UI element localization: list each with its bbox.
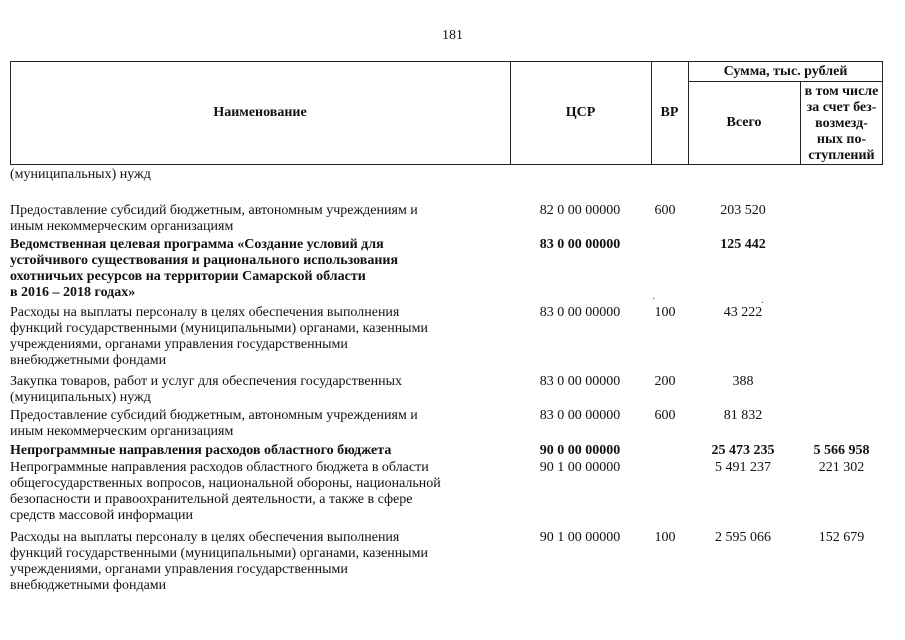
row-name-line: внебюджетными фондами (10, 353, 167, 368)
row-name-line: учреждениями, органами управления государственными (10, 337, 348, 352)
header-top-border (10, 61, 883, 62)
scan-speck: · (761, 298, 765, 309)
header-free (800, 84, 883, 164)
row-name-line: внебюджетными фондами (10, 578, 167, 593)
row-name-line: учреждениями, органами управления государственными (10, 562, 348, 577)
row-vr: 100 (654, 530, 676, 545)
row-total: 388 (732, 374, 754, 389)
row-name-line: функций государственными (муниципальными) органами, казенными (10, 321, 428, 336)
row-free: 152 679 (818, 530, 865, 545)
header-free-line: за счет без- (806, 100, 877, 115)
header-free-line: ных по- (816, 132, 867, 147)
row-name-line: средств массовой информации (10, 508, 194, 523)
row-name (10, 530, 498, 594)
row-vr: 200 (654, 374, 676, 389)
row-name-line: функций государственными (муниципальными) органами, казенными (10, 546, 428, 561)
row-name (10, 443, 498, 459)
row-name (10, 167, 498, 183)
scan-speck: · (652, 294, 656, 305)
header-sum: Сумма, тыс. рублей (723, 64, 848, 79)
row-name-line: (муниципальных) нужд (10, 390, 151, 405)
row-name-line: Расходы на выплаты персоналу в целях обеспечения выполнения (10, 530, 400, 545)
row-total: 5 491 237 (715, 460, 771, 475)
row-name (10, 374, 498, 406)
row-total: 203 520 (720, 203, 766, 218)
row-name-line: Закупка товаров, работ и услуг для обеспечения государственных (10, 374, 403, 389)
row-name-line: безопасности и правоохранительной деятельности, а также в сфере (10, 492, 413, 507)
row-name-line: в 2016 – 2018 годах» (10, 285, 136, 300)
header-bottom-border (10, 164, 883, 165)
row-total: 43 222 (723, 305, 763, 320)
row-vr: 600 (654, 203, 676, 218)
header-free-line: ступлений (808, 148, 875, 163)
row-total: 125 442 (720, 237, 766, 252)
row-csr: 83 0 00 00000 (539, 305, 621, 320)
header-free-line: возмезд- (815, 116, 868, 131)
row-total: 25 473 235 (711, 443, 775, 458)
row-free: 5 566 958 (813, 443, 870, 458)
row-name-line: Расходы на выплаты персоналу в целях обеспечения выполнения (10, 305, 400, 320)
row-csr: 82 0 00 00000 (539, 203, 621, 218)
row-name-line: (муниципальных) нужд (10, 167, 151, 182)
row-name-line: иным некоммерческим организациям (10, 424, 234, 439)
row-csr: 83 0 00 00000 (539, 237, 621, 252)
row-vr: 100 (654, 305, 676, 320)
row-csr: 83 0 00 00000 (539, 374, 621, 389)
row-name-line: Непрограммные направления расходов областного бюджета (10, 443, 392, 458)
row-name-line: охотничьих ресурсов на территории Самарской области (10, 269, 366, 284)
header-name: Наименование (213, 105, 307, 120)
row-csr: 90 0 00 00000 (539, 443, 621, 458)
header-csr: ЦСР (565, 105, 596, 120)
header-free-line: в том числе (804, 84, 879, 99)
row-free: 221 302 (818, 460, 865, 475)
header-sum-divider (688, 81, 883, 82)
header-total: Всего (726, 115, 762, 130)
row-total: 2 595 066 (715, 530, 771, 545)
row-name (10, 305, 498, 369)
page-number: 181 (442, 28, 463, 43)
header-vr: ВР (660, 105, 679, 120)
row-total: 81 832 (723, 408, 763, 423)
row-name-line: Непрограммные направления расходов областного бюджета в области (10, 460, 429, 475)
row-name-line: Предоставление субсидий бюджетным, автономным учреждениям и (10, 408, 418, 423)
row-vr: 600 (654, 408, 676, 423)
row-csr: 90 1 00 00000 (539, 460, 621, 475)
row-name (10, 203, 498, 235)
row-csr: 90 1 00 00000 (539, 530, 621, 545)
row-name (10, 408, 498, 440)
row-name-line: устойчивого существования и рационального использования (10, 253, 399, 268)
row-name-line: Предоставление субсидий бюджетным, автономным учреждениям и (10, 203, 418, 218)
row-name (10, 460, 498, 524)
table-header (10, 61, 883, 165)
row-name (10, 237, 498, 301)
row-name-line: общегосударственных вопросов, национальной обороны, национальной (10, 476, 441, 491)
row-csr: 83 0 00 00000 (539, 408, 621, 423)
row-name-line: Ведомственная целевая программа «Создание условий для (10, 237, 384, 252)
row-name-line: иным некоммерческим организациям (10, 219, 234, 234)
